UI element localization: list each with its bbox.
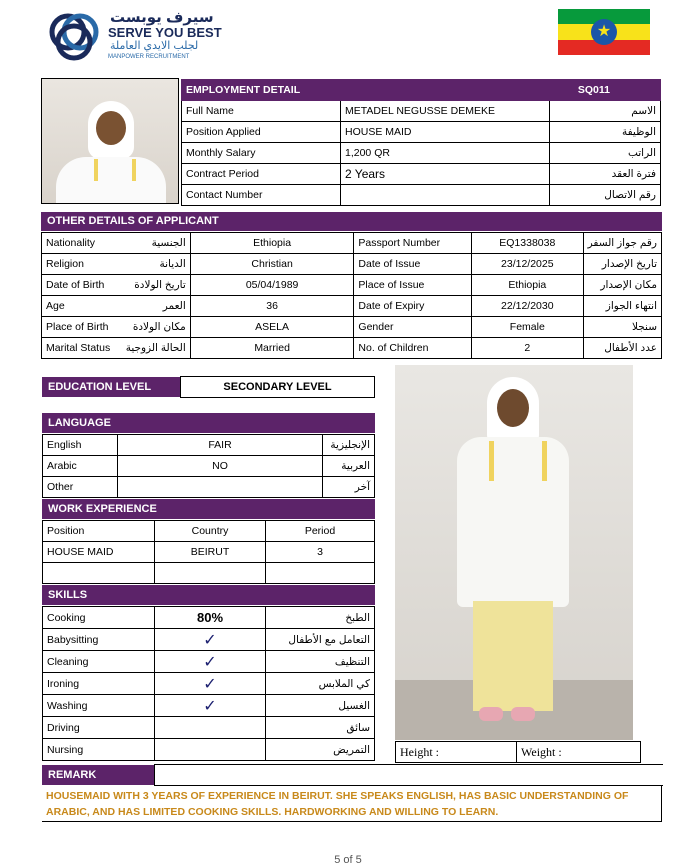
- table-cell: Age: [42, 296, 115, 317]
- table-cell: Contract Period: [182, 164, 341, 185]
- table-cell: Position Applied: [182, 122, 341, 143]
- table-cell: [266, 563, 375, 584]
- table-cell: Christian: [190, 254, 354, 275]
- table-cell: الطبخ: [266, 607, 375, 629]
- table-row: [43, 673, 375, 695]
- table-cell: انتهاء الجواز: [583, 296, 661, 317]
- remark-header: REMARK: [42, 765, 154, 785]
- table-row: [182, 143, 661, 164]
- company-logo: [46, 8, 246, 64]
- table-cell: مكان الولادة: [114, 317, 190, 338]
- table-cell: 2: [472, 338, 584, 359]
- table-cell: Period: [266, 521, 375, 542]
- table-row: [43, 629, 375, 651]
- employment-detail-table: [181, 79, 661, 206]
- table-cell: Cleaning: [43, 651, 155, 673]
- table-cell: Gender: [354, 317, 472, 338]
- applicant-code: SQ011: [550, 80, 661, 101]
- table-cell: No. of Children: [354, 338, 472, 359]
- table-row: [43, 477, 375, 498]
- table-cell: [155, 717, 266, 739]
- language-table: [42, 434, 375, 498]
- employment-header-label: EMPLOYMENT DETAIL: [182, 80, 550, 101]
- table-cell: ASELA: [190, 317, 354, 338]
- table-row: [43, 739, 375, 761]
- table-cell: Other: [43, 477, 118, 498]
- table-cell: آخر: [323, 477, 375, 498]
- applicant-portrait: [41, 78, 179, 204]
- table-row: [182, 164, 661, 185]
- table-row: [42, 275, 662, 296]
- logo-arabic-name: سيرف يوبست: [110, 9, 214, 26]
- table-cell: التمريض: [266, 739, 375, 761]
- employment-header: [182, 80, 661, 101]
- table-cell: 36: [190, 296, 354, 317]
- table-cell: Date of Birth: [42, 275, 115, 296]
- table-cell: Country: [155, 521, 266, 542]
- table-row: [43, 717, 375, 739]
- other-details-table: [41, 232, 662, 359]
- table-cell: Place of Issue: [354, 275, 472, 296]
- logo-name: SERVE YOU BEST: [108, 25, 222, 40]
- other-details-header: OTHER DETAILS OF APPLICANT: [41, 212, 662, 231]
- table-row: [43, 542, 375, 563]
- table-cell: 80%: [155, 607, 266, 629]
- table-cell: Ethiopia: [472, 275, 584, 296]
- table-cell: تاريخ الولادة: [114, 275, 190, 296]
- table-row: [43, 456, 375, 477]
- table-cell: التنظيف: [266, 651, 375, 673]
- table-cell: الوظيفة: [550, 122, 661, 143]
- table-row: [42, 233, 662, 254]
- table-cell: 22/12/2030: [472, 296, 584, 317]
- page-number: 5 of 5: [334, 854, 362, 866]
- table-cell: الاسم: [550, 101, 661, 122]
- table-row: [182, 101, 661, 122]
- table-cell: Ironing: [43, 673, 155, 695]
- skills-header: SKILLS: [42, 585, 375, 605]
- table-cell: Position: [43, 521, 155, 542]
- table-cell: [43, 563, 155, 584]
- table-cell: Nursing: [43, 739, 155, 761]
- table-row: [43, 563, 375, 584]
- remark-label-box: [154, 764, 663, 786]
- logo-arabic-tagline: لجلب الايدي العاملة: [110, 40, 199, 52]
- height-weight-table: [395, 741, 641, 763]
- table-cell: رقم الاتصال: [550, 185, 661, 206]
- work-experience-header: WORK EXPERIENCE: [42, 499, 375, 519]
- table-row: [42, 338, 662, 359]
- table-cell: ✓: [155, 695, 266, 717]
- table-cell: سنجلا: [583, 317, 661, 338]
- table-cell: Cooking: [43, 607, 155, 629]
- table-cell: Marital Status: [42, 338, 115, 359]
- table-cell: كي الملابس: [266, 673, 375, 695]
- table-cell: الراتب: [550, 143, 661, 164]
- table-cell: BEIRUT: [155, 542, 266, 563]
- table-cell: الإنجليزية: [323, 435, 375, 456]
- table-row: [42, 317, 662, 338]
- table-cell: Nationality: [42, 233, 115, 254]
- ethiopia-flag: [558, 9, 650, 55]
- table-cell: تاريخ الإصدار: [583, 254, 661, 275]
- table-row: [43, 651, 375, 673]
- table-cell: ✓: [155, 651, 266, 673]
- table-cell: Female: [472, 317, 584, 338]
- table-row: [182, 122, 661, 143]
- education-level-label: EDUCATION LEVEL: [42, 377, 180, 397]
- table-row: [43, 435, 375, 456]
- table-cell: Ethiopia: [190, 233, 354, 254]
- height-field: Height :: [396, 742, 517, 763]
- table-row: [43, 607, 375, 629]
- table-cell: العربية: [323, 456, 375, 477]
- table-cell: Date of Issue: [354, 254, 472, 275]
- table-cell: Full Name: [182, 101, 341, 122]
- table-cell: 23/12/2025: [472, 254, 584, 275]
- table-cell: Passport Number: [354, 233, 472, 254]
- table-cell: [341, 185, 550, 206]
- table-cell: مكان الإصدار: [583, 275, 661, 296]
- table-cell: عدد الأطفال: [583, 338, 661, 359]
- table-cell: Arabic: [43, 456, 118, 477]
- table-cell: Contact Number: [182, 185, 341, 206]
- work-experience-table: [42, 520, 375, 584]
- table-cell: التعامل مع الأطفال: [266, 629, 375, 651]
- weight-field: Weight :: [517, 742, 641, 763]
- table-cell: EQ1338038: [472, 233, 584, 254]
- table-cell: الغسيل: [266, 695, 375, 717]
- table-cell: NO: [118, 456, 323, 477]
- table-cell: Religion: [42, 254, 115, 275]
- table-cell: HOUSE MAID: [43, 542, 155, 563]
- table-cell: [155, 739, 266, 761]
- education-level-value: SECONDARY LEVEL: [180, 376, 375, 398]
- table-row: [43, 521, 375, 542]
- full-name-value: METADEL NEGUSSE DEMEKE: [341, 101, 550, 122]
- table-cell: الديانة: [114, 254, 190, 275]
- table-cell: سائق: [266, 717, 375, 739]
- flag-emblem-icon: ★: [591, 19, 617, 45]
- language-header: LANGUAGE: [42, 413, 375, 433]
- table-row: [42, 254, 662, 275]
- table-cell: Driving: [43, 717, 155, 739]
- table-cell: 05/04/1989: [190, 275, 354, 296]
- table-cell: ✓: [155, 673, 266, 695]
- table-cell: 2 Years: [341, 164, 550, 185]
- remark-text: HOUSEMAID WITH 3 YEARS OF EXPERIENCE IN BEIRUT. SHE SPEAKS ENGLISH, HAS BASIC UNDERSTANDING OF ARABIC, AND HAS LIMITED COOKING SKILLS. HARDWORKING AND WILLING TO LEARN.: [42, 786, 662, 822]
- table-cell: HOUSE MAID: [341, 122, 550, 143]
- table-cell: Date of Expiry: [354, 296, 472, 317]
- table-cell: 1,200 QR: [341, 143, 550, 164]
- table-cell: العمر: [114, 296, 190, 317]
- table-cell: FAIR: [118, 435, 323, 456]
- table-cell: Place of Birth: [42, 317, 115, 338]
- table-row: [43, 695, 375, 717]
- table-cell: Babysitting: [43, 629, 155, 651]
- table-cell: ✓: [155, 629, 266, 651]
- table-cell: Washing: [43, 695, 155, 717]
- logo-emblem-icon: [46, 10, 102, 62]
- table-row: [182, 185, 661, 206]
- logo-tagline: MANPOWER RECRUITMENT: [108, 54, 190, 60]
- table-cell: 3: [266, 542, 375, 563]
- skills-table: [42, 606, 375, 761]
- table-cell: الجنسية: [114, 233, 190, 254]
- applicant-full-photo: [395, 365, 633, 740]
- table-cell: رقم جواز السفر: [583, 233, 661, 254]
- table-row: [42, 296, 662, 317]
- table-cell: English: [43, 435, 118, 456]
- table-cell: فترة العقد: [550, 164, 661, 185]
- table-cell: [118, 477, 323, 498]
- table-cell: الحالة الزوجية: [114, 338, 190, 359]
- table-cell: Married: [190, 338, 354, 359]
- table-cell: Monthly Salary: [182, 143, 341, 164]
- table-cell: [155, 563, 266, 584]
